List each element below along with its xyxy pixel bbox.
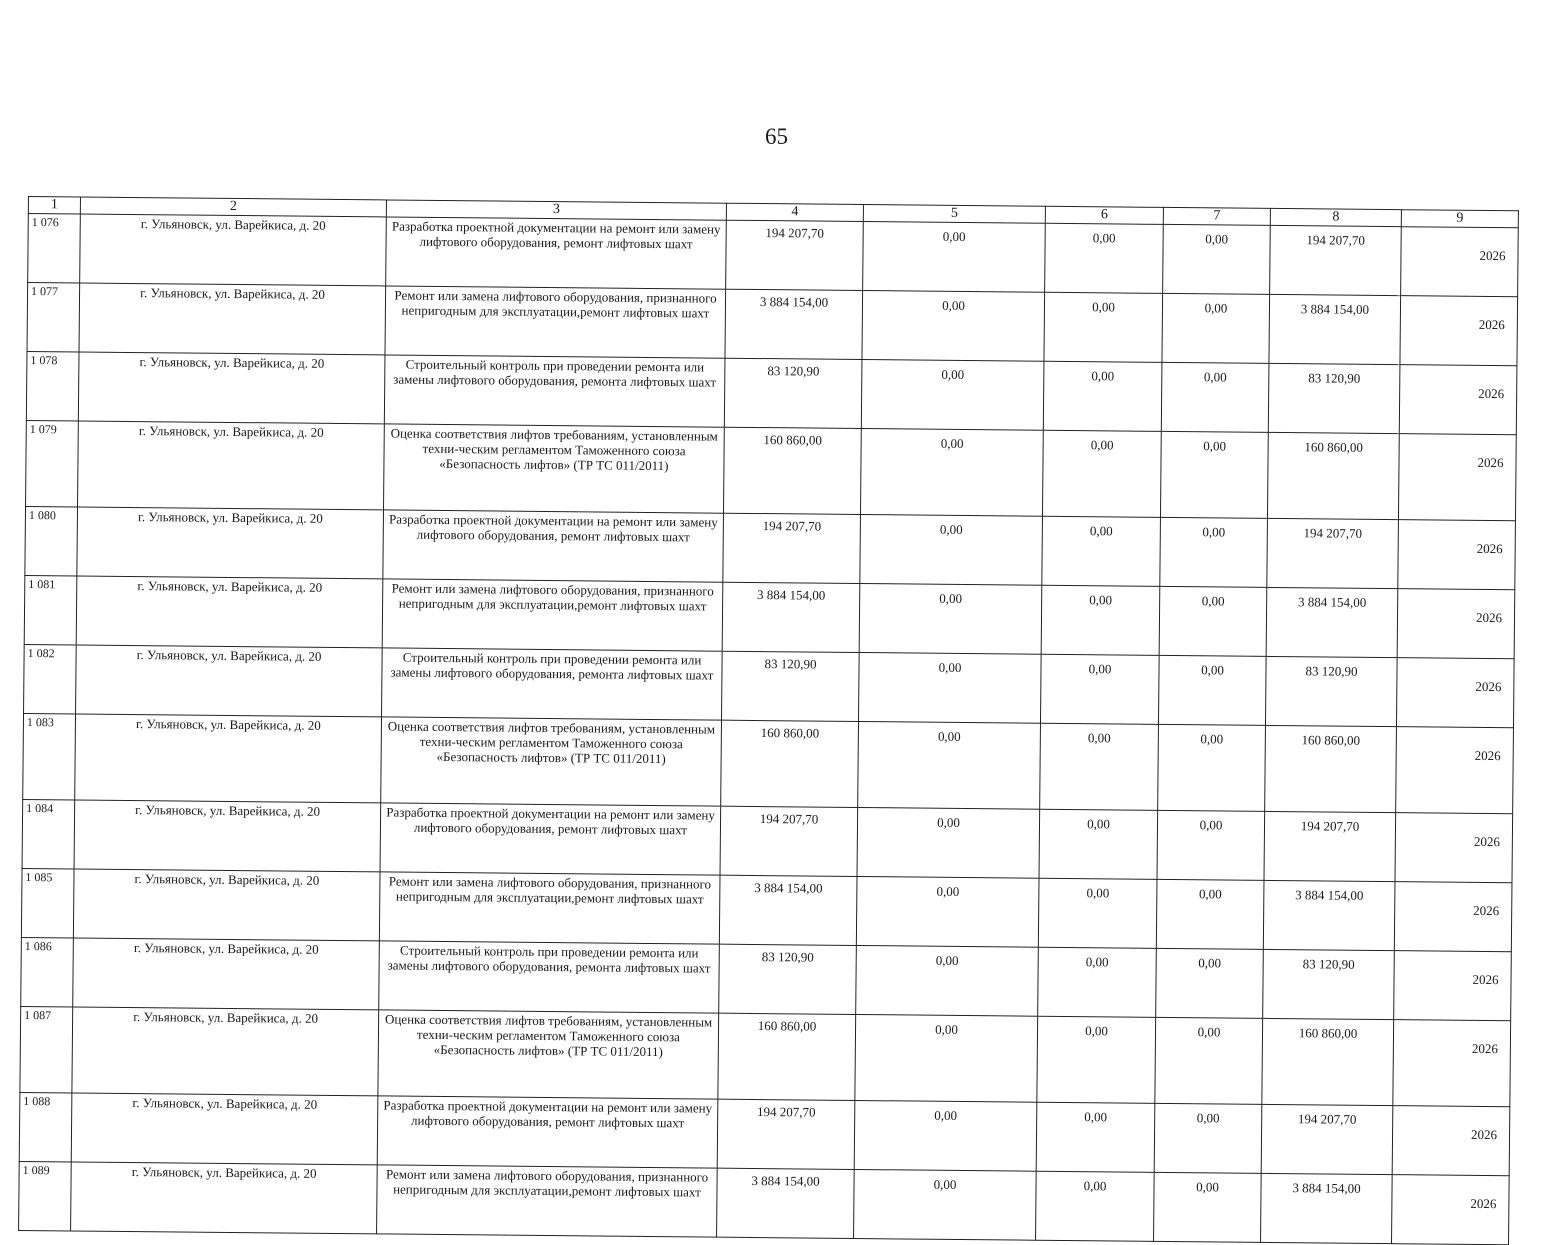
funding-col6-cell: 0,00: [1039, 809, 1158, 879]
funding-col8-cell: 194 207,70: [1261, 1104, 1393, 1174]
work-description-cell: Строительный контроль при проведении ремонта или замены лифтового оборудования, ремонта лифтовых шахт: [384, 355, 725, 427]
address-cell: г. Ульяновск, ул. Варейкиса, д. 20: [74, 800, 381, 872]
funding-col7-cell: 0,00: [1158, 655, 1266, 725]
funding-col5-cell: 0,00: [855, 1014, 1038, 1102]
address-cell: г. Ульяновск, ул. Варейкиса, д. 20: [71, 1093, 378, 1165]
total-cost-cell: 3 884 154,00: [725, 289, 863, 359]
funding-col5-cell: 0,00: [859, 584, 1042, 655]
total-cost-cell: 194 207,70: [726, 220, 864, 290]
funding-col6-cell: 0,00: [1038, 878, 1157, 948]
table-row: [19, 1161, 1510, 1244]
funding-col5-cell: 0,00: [858, 652, 1041, 723]
address-cell: г. Ульяновск, ул. Варейкиса, д. 20: [72, 1007, 379, 1096]
address-cell: г. Ульяновск, ул. Варейкиса, д. 20: [77, 507, 384, 579]
header-cell: 7: [1163, 207, 1270, 225]
funding-col5-cell: 0,00: [863, 222, 1046, 293]
funding-col7-cell: 0,00: [1157, 810, 1265, 880]
funding-col8-cell: 3 884 154,00: [1266, 587, 1398, 657]
address-cell: г. Ульяновск, ул. Варейкиса, д. 20: [73, 869, 380, 941]
work-description-cell: Ремонт или замена лифтового оборудования, признанного непригодным для эксплуатации,ремонт лифтовых шахт: [385, 286, 726, 358]
funding-col7-cell: 0,00: [1159, 586, 1267, 656]
funding-col8-cell: 194 207,70: [1267, 518, 1399, 588]
works-table: [18, 196, 1519, 1245]
funding-col8-cell: 194 207,70: [1264, 811, 1396, 881]
work-description-cell: Разработка проектной документации на ремонт или замену лифтового оборудования, ремонт лифтовых шахт: [386, 217, 727, 289]
year-cell: 2026: [1396, 727, 1514, 814]
funding-col5-cell: 0,00: [862, 291, 1045, 362]
row-number-cell: 1 080: [25, 506, 78, 575]
funding-col5-cell: 0,00: [858, 721, 1041, 809]
funding-col8-cell: 3 884 154,00: [1261, 1173, 1393, 1243]
work-description-cell: Оценка соответствия лифтов требованиям, установленным техни-ческим регламентом Таможенного союза «Безопасность лифтов» (ТР ТС 011/2011): [381, 717, 722, 806]
work-description-cell: Ремонт или замена лифтового оборудования, признанного непригодным для эксплуатации,ремонт лифтовых шахт: [377, 1165, 718, 1237]
funding-col8-cell: 3 884 154,00: [1263, 880, 1395, 950]
total-cost-cell: 160 860,00: [723, 427, 861, 514]
year-cell: 2026: [1392, 1175, 1510, 1245]
funding-col7-cell: 0,00: [1155, 1017, 1263, 1104]
year-cell: 2026: [1394, 882, 1512, 952]
row-number-cell: 1 087: [20, 1006, 73, 1092]
year-cell: 2026: [1399, 365, 1517, 435]
address-cell: г. Ульяновск, ул. Варейкиса, д. 20: [79, 283, 386, 355]
funding-col6-cell: 0,00: [1040, 654, 1159, 724]
total-cost-cell: 194 207,70: [717, 1099, 855, 1169]
funding-col6-cell: 0,00: [1040, 723, 1159, 810]
work-description-cell: Разработка проектной документации на ремонт или замену лифтового оборудования, ремонт лифтовых шахт: [377, 1096, 718, 1168]
total-cost-cell: 3 884 154,00: [722, 582, 860, 652]
funding-col6-cell: 0,00: [1038, 947, 1157, 1017]
funding-col6-cell: 0,00: [1042, 430, 1161, 517]
row-number-cell: 1 078: [26, 351, 79, 420]
address-cell: г. Ульяновск, ул. Варейкиса, д. 20: [78, 352, 385, 424]
funding-col8-cell: 160 860,00: [1262, 1018, 1394, 1105]
funding-col7-cell: 0,00: [1160, 517, 1268, 587]
total-cost-cell: 160 860,00: [721, 720, 859, 807]
year-cell: 2026: [1396, 658, 1514, 728]
table-row: [26, 420, 1517, 520]
funding-col6-cell: 0,00: [1045, 223, 1164, 293]
total-cost-cell: 194 207,70: [723, 513, 861, 583]
row-number-cell: 1 081: [24, 575, 77, 644]
header-cell: 4: [726, 203, 863, 221]
year-cell: 2026: [1394, 951, 1512, 1021]
header-cell: 6: [1045, 206, 1163, 224]
funding-col8-cell: 83 120,90: [1263, 949, 1395, 1019]
funding-col5-cell: 0,00: [860, 429, 1043, 517]
year-cell: 2026: [1393, 1020, 1511, 1107]
address-cell: г. Ульяновск, ул. Варейкиса, д. 20: [75, 714, 382, 803]
address-cell: г. Ульяновск, ул. Варейкиса, д. 20: [71, 1162, 378, 1234]
funding-col7-cell: 0,00: [1156, 879, 1264, 949]
funding-col6-cell: 0,00: [1036, 1171, 1155, 1241]
year-cell: 2026: [1398, 434, 1516, 521]
row-number-cell: 1 086: [21, 937, 74, 1006]
funding-col7-cell: 0,00: [1156, 948, 1264, 1018]
year-cell: 2026: [1398, 520, 1516, 590]
funding-col5-cell: 0,00: [860, 515, 1043, 586]
total-cost-cell: 83 120,90: [719, 944, 857, 1014]
header-cell: 5: [863, 205, 1045, 224]
total-cost-cell: 3 884 154,00: [717, 1168, 855, 1238]
year-cell: 2026: [1395, 813, 1513, 883]
total-cost-cell: 83 120,90: [722, 651, 860, 721]
page-number: 65: [765, 124, 788, 149]
year-cell: 2026: [1392, 1106, 1510, 1176]
row-number-cell: 1 076: [28, 214, 81, 283]
funding-col5-cell: 0,00: [861, 360, 1044, 431]
works-table-wrapper: [18, 196, 1518, 1245]
table-row: [23, 713, 1514, 813]
funding-col7-cell: 0,00: [1163, 224, 1271, 294]
funding-col8-cell: 160 860,00: [1267, 432, 1399, 519]
funding-col7-cell: 0,00: [1162, 293, 1270, 363]
year-cell: 2026: [1400, 296, 1518, 366]
address-cell: г. Ульяновск, ул. Варейкиса, д. 20: [78, 421, 385, 510]
row-number-cell: 1 083: [23, 713, 76, 799]
row-number-cell: 1 088: [19, 1092, 72, 1161]
work-description-cell: Ремонт или замена лифтового оборудования, признанного непригодным для эксплуатации,ремонт лифтовых шахт: [379, 872, 720, 944]
total-cost-cell: 194 207,70: [720, 806, 858, 876]
row-number-cell: 1 089: [19, 1161, 72, 1230]
address-cell: г. Ульяновск, ул. Варейкиса, д. 20: [73, 938, 380, 1010]
total-cost-cell: 160 860,00: [718, 1013, 856, 1100]
work-description-cell: Разработка проектной документации на ремонт или замену лифтового оборудования, ремонт лифтовых шахт: [380, 803, 721, 875]
funding-col7-cell: 0,00: [1161, 362, 1269, 432]
row-number-cell: 1 085: [21, 868, 74, 937]
funding-col7-cell: 0,00: [1154, 1103, 1262, 1173]
funding-col7-cell: 0,00: [1154, 1172, 1262, 1242]
work-description-cell: Строительный контроль при проведении ремонта или замены лифтового оборудования, ремонта лифтовых шахт: [382, 648, 723, 720]
address-cell: г. Ульяновск, ул. Варейкиса, д. 20: [76, 576, 383, 648]
work-description-cell: Оценка соответствия лифтов требованиям, установленным техни-ческим регламентом Таможенного союза «Безопасность лифтов» (ТР ТС 011/2011): [378, 1010, 719, 1099]
year-cell: 2026: [1397, 589, 1515, 659]
header-cell: 1: [28, 197, 80, 214]
row-number-cell: 1 082: [24, 644, 77, 713]
funding-col6-cell: 0,00: [1044, 292, 1163, 362]
table-row: [20, 1006, 1511, 1106]
row-number-cell: 1 079: [26, 420, 79, 506]
header-cell: 8: [1270, 208, 1401, 226]
work-description-cell: Ремонт или замена лифтового оборудования, признанного непригодным для эксплуатации,ремонт лифтовых шахт: [382, 579, 723, 651]
funding-col8-cell: 83 120,90: [1265, 656, 1397, 726]
table-body: [19, 197, 1519, 1245]
row-number-cell: 1 084: [22, 799, 75, 868]
funding-col5-cell: 0,00: [856, 945, 1039, 1016]
funding-col8-cell: 194 207,70: [1270, 225, 1402, 295]
funding-col5-cell: 0,00: [857, 807, 1040, 878]
funding-col7-cell: 0,00: [1160, 431, 1268, 518]
funding-col8-cell: 3 884 154,00: [1269, 294, 1401, 364]
funding-col5-cell: 0,00: [854, 1100, 1037, 1171]
header-cell: 9: [1401, 210, 1518, 228]
total-cost-cell: 3 884 154,00: [719, 875, 857, 945]
work-description-cell: Разработка проектной документации на ремонт или замену лифтового оборудования, ремонт лифтовых шахт: [383, 510, 724, 582]
funding-col8-cell: 160 860,00: [1265, 725, 1397, 812]
funding-col6-cell: 0,00: [1043, 361, 1162, 431]
header-cell: 3: [386, 200, 726, 220]
funding-col8-cell: 83 120,90: [1268, 363, 1400, 433]
funding-col6-cell: 0,00: [1041, 585, 1160, 655]
year-cell: 2026: [1401, 227, 1519, 297]
address-cell: г. Ульяновск, ул. Варейкиса, д. 20: [80, 214, 387, 286]
work-description-cell: Строительный контроль при проведении ремонта или замены лифтового оборудования, ремонта лифтовых шахт: [379, 941, 720, 1013]
funding-col5-cell: 0,00: [856, 876, 1039, 947]
total-cost-cell: 83 120,90: [724, 358, 862, 428]
funding-col7-cell: 0,00: [1158, 724, 1266, 811]
row-number-cell: 1 077: [27, 283, 80, 352]
funding-col6-cell: 0,00: [1037, 1016, 1156, 1103]
address-cell: г. Ульяновск, ул. Варейкиса, д. 20: [76, 645, 383, 717]
funding-col6-cell: 0,00: [1042, 516, 1161, 586]
header-cell: 2: [80, 197, 386, 217]
funding-col5-cell: 0,00: [854, 1169, 1037, 1240]
work-description-cell: Оценка соответствия лифтов требованиям, установленным техни-ческим регламентом Таможенного союза «Безопасность лифтов» (ТР ТС 011/2011): [384, 424, 725, 513]
funding-col6-cell: 0,00: [1036, 1102, 1155, 1172]
